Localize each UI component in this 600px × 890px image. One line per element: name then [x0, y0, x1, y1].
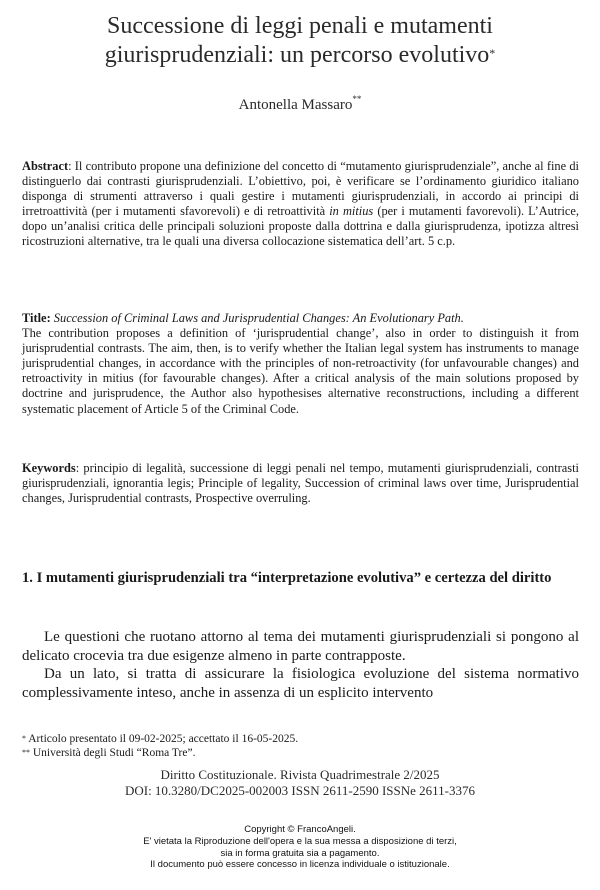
english-abstract: Title: Succession of Criminal Laws and Jurisprudential Changes: An Evolutionary Path. The contribution proposes a definition of ‘jurisprudential change’, also in order to distinguish it from jurisprudential contrasts. The aim, then, is to verify whether the Italian legal system has instruments to manage jurisprudential changes, in accordance with the principles of non-retroactivity (for unfavourable changes) and retroactivity in mitius (for favourable changes). After a critical analysis of the main solutions proposed by doctrine and jurisprudence, the Author also hypothesises alternative reconstructions, including a different systematic placement of Article 5 of the Criminal Code.: [22, 311, 579, 416]
copyright-line-3: sia in forma gratuita sia a pagamento.: [220, 847, 380, 859]
abstract-text-2: (per i mutamenti favorevoli). L’Autrice, dopo un’analisi critica delle principali soluzioni proposte dalla dottrina e dalla giurisprudenza, ipotizza altresì ricostruzioni alternative, tra le quali una diversa collocazione sistematica dell’art. 5 c.p.: [22, 204, 579, 249]
abstract-label: Abstract: [22, 159, 69, 173]
article-title-text: Successione di leggi penali e mutamenti giurisprudenziali: un percorso evolutivo: [104, 13, 493, 68]
footnotes: [22, 732, 579, 760]
keywords-paragraph: [22, 461, 579, 506]
section-body: [22, 628, 579, 702]
copyright-line-1: Copyright © FrancoAngeli.: [244, 824, 356, 835]
keywords-text: : principio di legalità, successione di leggi penali nel tempo, mutamenti giurisprudenziali, contrasti giurisprudenziali, ignorantia legis; Principle of legality, Succession of criminal laws over time, Jurisprudential changes, Jurisprudential contrasts, Prospective overruling.: [22, 461, 579, 506]
footnote-2-mark: **: [22, 748, 30, 757]
body-paragraph-2: Da un lato, si tratta di assicurare la fisiologica evoluzione del sistema normativo complessivamente inteso, anche in assenza di un esplicito intervento: [22, 666, 579, 701]
footnote-1-mark: *: [22, 734, 26, 743]
abstract-paragraph: [22, 159, 579, 250]
english-title-label: Title: [22, 311, 47, 325]
copyright-line-2: E' vietata la Riproduzione dell'opera e la sua messa a disposizione di terzi,: [143, 835, 457, 847]
body-paragraph-1: Le questioni che ruotano attorno al tema dei mutamenti giurisprudenziali si pongono al delicato crocevia tra due esigenze almeno in parte contrapposte.: [22, 629, 579, 664]
keywords-label: Keywords: [22, 461, 76, 475]
english-abstract-text: The contribution proposes a definition of ‘jurisprudential change’, also in order to distinguish it from jurisprudential contrasts. The aim, then, is to verify whether the Italian legal system has instruments to manage jurisprudential changes, in accordance with the principles of non-retroactivity (for unfavourable changes) and retroactivity in mitius (for favourable changes). After a critical analysis of the main solutions proposed by doctrine and jurisprudence, the Author also hypothesises alternative reconstructions, including a different systematic placement of Article 5 of the Criminal Code.: [22, 326, 579, 416]
author-name: Antonella Massaro: [238, 97, 353, 113]
author-line: [0, 94, 600, 114]
abstract-text-1: : Il contributo propone una definizione del concetto di “mutamento giurisprudenziale”, anche al fine di distinguerlo dai contrasti giurisprudenziali. L’obiettivo, poi, è verificare se l’ordinamento giuridico italiano disponga di strumenti attraverso i quali gestire i mutamenti giurisprudenziali, in accordo ai principi di irretroattività (per i mutamenti sfavorevoli) e di retroattività: [22, 159, 579, 219]
footnote-2-text: Università degli Studi “Roma Tre”.: [30, 747, 196, 759]
title-footnote-mark: *: [489, 46, 496, 60]
footnote-1: [22, 732, 579, 746]
abstract-italic: in mitius: [329, 204, 374, 219]
journal-doi: DOI: 10.3280/DC2025-002003 ISSN 2611-2590 ISSNe 2611-3376: [124, 783, 476, 798]
journal-line-1: Diritto Costituzionale. Rivista Quadrimestrale 2/2025: [160, 767, 440, 782]
copyright-line-4: Il documento può essere concesso in licenza individuale o istituzionale.: [150, 859, 450, 871]
footnote-2: [22, 746, 579, 760]
author-footnote-mark: **: [352, 94, 362, 104]
section-heading: 1. I mutamenti giurisprudenziali tra “interpretazione evolutiva” e certezza del diritto: [22, 570, 552, 586]
footnote-1-text: Articolo presentato il 09-02-2025; accettato il 16-05-2025.: [26, 733, 299, 745]
english-title: Succession of Criminal Laws and Jurisprudential Changes: An Evolutionary Path.: [53, 311, 464, 325]
copyright-notice: [0, 824, 600, 871]
journal-info: [0, 767, 600, 799]
article-title: [40, 12, 560, 70]
